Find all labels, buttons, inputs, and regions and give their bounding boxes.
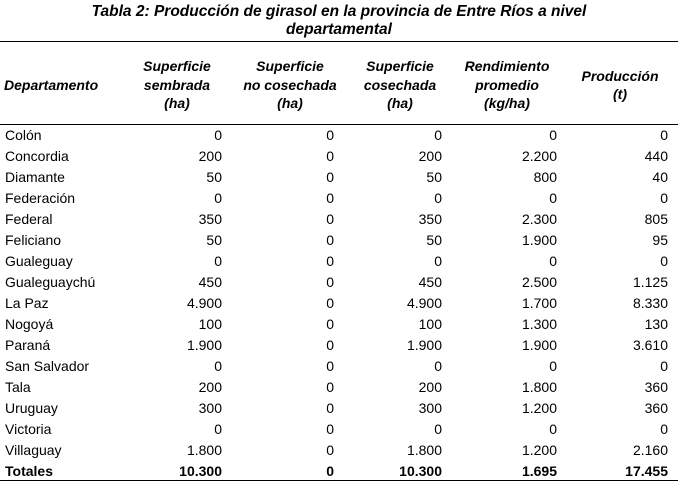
cell-rendimiento: 1.700: [521, 295, 557, 311]
cell-produccion: 805: [644, 211, 668, 227]
cell-rendimiento: 1.800: [521, 379, 557, 395]
cell-departamento: Gualeguay: [5, 253, 73, 269]
cell-cosechada: 350: [418, 211, 442, 227]
cell-no-cosechada: 0: [326, 295, 334, 311]
cell-rendimiento: 2.200: [521, 148, 557, 164]
header-superficie-sembrada: Superficie sembrada (ha): [143, 58, 211, 112]
cell-cosechada: 1.900: [406, 337, 442, 353]
cell-departamento: Gualeguaychú: [5, 274, 96, 290]
total-produccion: 17.455: [625, 463, 668, 479]
cell-cosechada: 4.900: [406, 295, 442, 311]
cell-sembrada: 0: [214, 421, 222, 437]
header-produccion: Producción (t): [581, 67, 659, 102]
header-superficie-no-cosechada: Superficie no cosechada (ha): [243, 58, 337, 112]
cell-cosechada: 1.800: [406, 442, 442, 458]
header-rendimiento-promedio: Rendimiento promedio (kg/ha): [464, 58, 550, 112]
cell-cosechada: 200: [418, 148, 442, 164]
cell-no-cosechada: 0: [326, 379, 334, 395]
cell-produccion: 95: [652, 232, 668, 248]
cell-no-cosechada: 0: [326, 127, 334, 143]
cell-sembrada: 4.900: [186, 295, 222, 311]
cell-sembrada: 1.800: [186, 442, 222, 458]
table-row: [0, 335, 678, 356]
cell-produccion: 360: [644, 379, 668, 395]
cell-produccion: 360: [644, 400, 668, 416]
cell-produccion: 0: [660, 190, 668, 206]
cell-cosechada: 0: [434, 358, 442, 374]
header-departamento: Departamento: [4, 76, 99, 93]
table-row: [0, 293, 678, 314]
table-row: [0, 146, 678, 167]
cell-departamento: Victoria: [5, 421, 52, 437]
cell-rendimiento: 0: [549, 253, 557, 269]
cell-departamento: San Salvador: [5, 358, 90, 374]
cell-produccion: 1.125: [632, 274, 668, 290]
cell-produccion: 3.610: [632, 337, 668, 353]
cell-no-cosechada: 0: [326, 211, 334, 227]
cell-rendimiento: 0: [549, 421, 557, 437]
cell-departamento: Federal: [5, 211, 53, 227]
cell-no-cosechada: 0: [326, 253, 334, 269]
cell-rendimiento: 1.900: [521, 232, 557, 248]
cell-departamento: Federación: [5, 190, 76, 206]
cell-no-cosechada: 0: [326, 400, 334, 416]
table-row: [0, 356, 678, 377]
cell-rendimiento: 2.300: [521, 211, 557, 227]
cell-cosechada: 100: [418, 316, 442, 332]
cell-rendimiento: 1.200: [521, 442, 557, 458]
cell-produccion: 8.330: [632, 295, 668, 311]
cell-no-cosechada: 0: [326, 421, 334, 437]
cell-rendimiento: 1.900: [521, 337, 557, 353]
cell-departamento: Tala: [5, 379, 31, 395]
cell-no-cosechada: 0: [326, 337, 334, 353]
cell-departamento: Colón: [5, 127, 42, 143]
cell-departamento: Concordia: [5, 148, 69, 164]
cell-rendimiento: 0: [549, 358, 557, 374]
table-title-line-1: Tabla 2: Producción de girasol en la provincia de Entre Ríos a nivel: [91, 3, 587, 20]
cell-sembrada: 200: [198, 148, 222, 164]
top-rule: [0, 41, 678, 42]
cell-sembrada: 50: [206, 232, 222, 248]
cell-cosechada: 50: [426, 232, 442, 248]
cell-sembrada: 0: [214, 253, 222, 269]
table-row: [0, 188, 678, 209]
cell-sembrada: 350: [198, 211, 222, 227]
cell-cosechada: 0: [434, 190, 442, 206]
table-body: [0, 125, 678, 482]
cell-produccion: 0: [660, 358, 668, 374]
cell-produccion: 130: [644, 316, 668, 332]
cell-no-cosechada: 0: [326, 232, 334, 248]
cell-produccion: 40: [652, 169, 668, 185]
table-row: [0, 251, 678, 272]
total-sembrada: 10.300: [179, 463, 222, 479]
bottom-rule: [0, 480, 678, 481]
cell-cosechada: 0: [434, 127, 442, 143]
cell-cosechada: 0: [434, 421, 442, 437]
cell-cosechada: 300: [418, 400, 442, 416]
cell-rendimiento: 0: [549, 190, 557, 206]
table-row: [0, 314, 678, 335]
cell-no-cosechada: 0: [326, 358, 334, 374]
total-cosechada: 10.300: [399, 463, 442, 479]
cell-no-cosechada: 0: [326, 442, 334, 458]
cell-cosechada: 50: [426, 169, 442, 185]
cell-produccion: 440: [644, 148, 668, 164]
table-title: [0, 3, 678, 39]
cell-cosechada: 450: [418, 274, 442, 290]
cell-no-cosechada: 0: [326, 169, 334, 185]
table-row: [0, 125, 678, 146]
totals-label: Totales: [5, 463, 53, 479]
table-title-line-2: departamental: [286, 21, 392, 38]
cell-sembrada: 450: [198, 274, 222, 290]
cell-departamento: Uruguay: [5, 400, 58, 416]
cell-produccion: 0: [660, 127, 668, 143]
cell-departamento: Diamante: [5, 169, 65, 185]
cell-sembrada: 200: [198, 379, 222, 395]
table-row: [0, 440, 678, 461]
table-row: [0, 209, 678, 230]
cell-sembrada: 300: [198, 400, 222, 416]
totals-row: [0, 461, 678, 482]
cell-no-cosechada: 0: [326, 274, 334, 290]
cell-departamento: Nogoyá: [5, 316, 54, 332]
cell-sembrada: 1.900: [186, 337, 222, 353]
cell-produccion: 0: [660, 253, 668, 269]
table-row: [0, 230, 678, 251]
cell-departamento: Villaguay: [5, 442, 62, 458]
cell-produccion: 2.160: [632, 442, 668, 458]
cell-sembrada: 0: [214, 127, 222, 143]
table-row: [0, 272, 678, 293]
cell-sembrada: 100: [198, 316, 222, 332]
cell-cosechada: 200: [418, 379, 442, 395]
cell-rendimiento: 1.300: [521, 316, 557, 332]
table-row: [0, 398, 678, 419]
table-row: [0, 377, 678, 398]
cell-rendimiento: 0: [549, 127, 557, 143]
table-row: [0, 419, 678, 440]
cell-sembrada: 0: [214, 358, 222, 374]
cell-departamento: La Paz: [5, 295, 49, 311]
cell-sembrada: 0: [214, 190, 222, 206]
cell-departamento: Paraná: [5, 337, 51, 353]
cell-produccion: 0: [660, 421, 668, 437]
cell-no-cosechada: 0: [326, 316, 334, 332]
cell-departamento: Feliciano: [5, 232, 62, 248]
total-no-cosechada: 0: [326, 463, 334, 479]
cell-no-cosechada: 0: [326, 190, 334, 206]
cell-no-cosechada: 0: [326, 148, 334, 164]
cell-rendimiento: 800: [533, 169, 557, 185]
cell-cosechada: 0: [434, 253, 442, 269]
cell-rendimiento: 2.500: [521, 274, 557, 290]
total-rendimiento: 1.695: [521, 463, 557, 479]
table-row: [0, 167, 678, 188]
cell-rendimiento: 1.200: [521, 400, 557, 416]
header-superficie-cosechada: Superficie cosechada (ha): [363, 58, 437, 112]
cell-sembrada: 50: [206, 169, 222, 185]
